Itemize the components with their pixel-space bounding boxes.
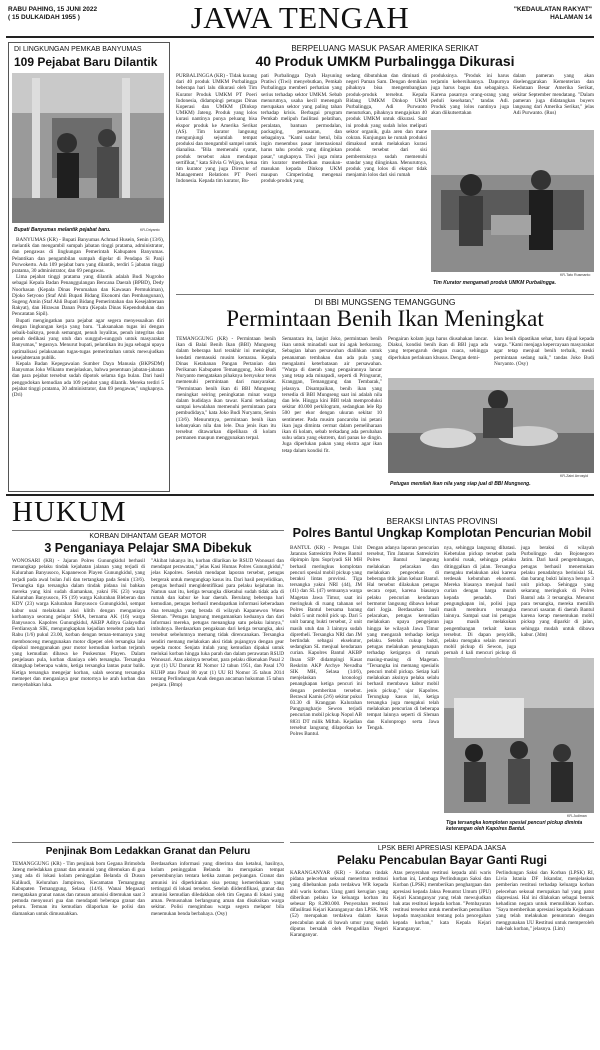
story-pencurian-col2: Dengan adanya laporan pencurian tersebut, Tim Jatanras Satreskrim Polres Bantul langsung melakukan pelacakan dan melakukan pengecekan di beberapa titik jalan keluar Bantul. Hal tersebut dilakukan petugas secara cepat, karena biasanya pelaku pencurian kendaraan bermotor langsung dibawa keluar dari Jogja. Berdasarkan hasil pelacakan, petugas kemudian melakukan upaya pengejaran hingga ke wilayah Jawa Timur yang mengarah terhadap ketiga pelaku. Setelah cukup bukti, petugas melakukan penangkapan terhadap ketiganya di rumah masing-masing di Magetan. "Tersangka ini memang spesialis pencuri mobil pickup. Setiap kali melakukan aksinya pelaku selalu berhasil membawa kabur mobil jenis pickup," ujar Kapolres. Terungkap kasus ini, ketiga tersangka juga mengakui telah melakukan pencurian di beberapa tempat lainnya seperti di Sleman dan Kulonprogo serta Jawa Tengah. xyxy=(367,545,439,731)
story-pencurian-photo xyxy=(444,658,594,813)
story-umkm-col5: dalam pameran yang akan diselenggarakan Kementerian dan Kedutaan Besar Amerika Serikat, sekitar September mendatang. "Dalam pameran juga didatangkan buyers langsung dari Amerika Serikat," jelas Adi Purwanto. (Rus) xyxy=(513,73,594,117)
story-pejabat-photo xyxy=(12,73,164,223)
story-umkm-kicker: BERPELUANG MASUK PASAR AMERIKA SERIKAT xyxy=(291,44,479,53)
story-restitusi-col1: KARANGANYAR (KR) - Korban tindak pidana pelecehan seksual menerima restitusi yang dibebankan pada terdakwa WR kepada ahli waris korban. Uang ganti kerugian yang diberikan pelaku ke keluarga korban itu sebesar Rp 8.280.000. Penyerahan restitusi difasilitasi Kejari Karanganyar dan LPSK. WR (52) merupakan terdakwa dalam kasus pencabulan anak di bawah umur yang sudah diputus bersalah oleh Pengadilan Negeri Karanganyar. xyxy=(290,870,388,939)
story-umkm-col1: PURBALINGGA (KR) - Tidak kurang dari 40 produk UMKM Purbalingga beberapa hari lalu dikurasi oleh Tim Kurator Produk UMKM PT Poeri Indonesia, didampingi petugas Dinas Koperasi dan UMKM (Dinkop UMKM) Jateng. Produk yang lolos kurasi nantinya punya peluang bisa ekspor produk ke Amerika Serikat (AS). Tim kurator langsung mengunjungi sejumlah tempat produksi dan mengambil sampel untuk dianalisa. "Bila memenuhi syarat, produk tersebut akan mendapat sertifikat," kata Silvia G Wijaya, ketua tim kurator yang juga Director of Management Relations PT Poeri Indonesia. Kepada tim kurator, Bu- xyxy=(176,73,257,185)
story-pencurian-headline: Polres Bantul Ungkap Komplotan Pencurian Mobil xyxy=(292,526,592,540)
story-pejabat-caption: Bupati Banyumas melantik pejabat baru. xyxy=(14,227,111,233)
story-pejabat-credit: KR-Driyanto xyxy=(140,228,160,232)
story-ikan-col3: Pengairan kolam juga harus diusahakan lancar. Diakui, kondisi benih ikan di BBI juga ada yang terpengaruh dengan cuaca, sehingga diperlukan perlakuan khusus. Dengan demi- xyxy=(388,336,488,361)
story-pencurian-col3: nya, sehingga langsung dibatasi. Kebetulan pickup tersebut pada kondisi rusak, sehingga pelaku ditinggalkan di jalan. Tersangka mengaku melakukan aksi karena terdesak kebutuhan ekonomi. Mereka biasanya menjual hasil curian dengan harga murah kepada penadah. Dari pengungkapan ini, polisi juga masih memburu tersangka lainnya. Sampai saat ini petugas juga masih melakukan pengembangan terkait kasus tersebut. Di dapan penyidik, pelaku mengaku selain mencuri mobil pickup di Sewon, juga pernah 4 kali mencuri pickup di xyxy=(444,545,516,657)
masthead-paper-name: "KEDAULATAN RAKYAT" xyxy=(513,6,592,13)
story-restitusi-top-rule xyxy=(290,842,594,843)
story-umkm-col2: pati Purbalingga Dyah Hayuning Pratiwi (Tiwi) menyebutkan, Pemkab Purbalingga memberi perhatian yang serius terhadap sektor UMKM. Sebab menurutnya, usaha kecil menengah merupakan sektor yang paling tahan terhadap krisis. Berbagai program Pemkab melipuh fasilitasi pelatihan, peralatan, bantuan permodalan, packaging, pemasaran, dan sebagainya. "Kami sadar betul, bila ingin menembus pasar internasional harus tahu produk yang diinginkan pasar," ungkapnya. Tiwi juga minta tim kurator memberikan masukan-masukan kepada Dinkop UKM maupun Cimperindag mengenai produk-produk yang xyxy=(261,73,342,185)
story-restitusi-col2: Atas penyerahan restitusi kepada ahli waris korban ini, Lembaga Perlindungan Saksi dan Korban (LPSK) memberikan penghargaan dan apresiasi kepada Jaksa Penuntut Umum (JPU) Kejari Karanganyar yang telah mewujudkan hak atas restitusi kepada korban. "Pembayaran restitusi tersebut untuk memberikan pemulihan kepada masyarakat tentang pola pencegahan kepada korban," kata Kepala Kejari Karanganyar. xyxy=(393,870,491,932)
story-bom-headline: Penjinak Bom Ledakkan Granat dan Peluru xyxy=(45,846,251,857)
story-pejabat-body xyxy=(12,237,164,487)
story-umkm-col4: produksinya. "Produk ini harus terjamin kebersihannya. Dapurnya juga harus bagus dan sebagainya. Karena pasarnya orang-orang yang peduli kesehatan," tandas Adi. Produk yang lolos nantinya juga akan diikutsertakan xyxy=(431,73,509,117)
masthead-date: RABU PAHING, 15 JUNI 2022 xyxy=(8,6,98,13)
story-pencurian-kicker: BERAKSI LINTAS PROVINSI xyxy=(386,516,498,526)
story-bom-top-rule xyxy=(12,842,284,843)
story-pejabat-paragraph: Bupati mengingatkan para pejabat agar segera menyesuaikan diri dengan lingkungan kerja yang baru. "Laksanakan tugas ini dengan sebaik-baiknya, penuh semangat, penuh loyalitas, penuh integritas dan penuh dedikasi yang utuh dan sungguh-sungguh untuk masyarakat Banyumas," tegasnya. Menurut bupati, pelantikan itu juga sebagai upaya optimalisasi pelaksanaan tugas-tugas pemerintahan untuk mewujudkan kesejahteraan publik. xyxy=(12,317,164,361)
story-umkm-credit: KR-Tato Rusmanto xyxy=(560,273,591,277)
story-penganiaya-headline: 3 Penganiaya Pelajar SMA Dibekuk xyxy=(44,541,252,555)
story-bom-col1: TEMANGGUNG (KR) - Tim penjinak bom Gegana Brimobda Jateng meledakkan granat dan amunisi yang ditemukan di gua yang ada di lokasi kolam peninggalan Belanda di Dusun Kalikudi, Kelurahan Jampiroso, Kecamatan Temanggung Kabupaten Temanggung, Selasa (14/6). Wanai Megasari mengatakan granat nanas dan ratusan amunisi ditemukan saat 3 pemuda menyusuri gua dan mendapati beberapa granat dan peluru. Temuan itu kemudian dilaporkan ke polisi dan diamankan untuk dimusnahkan. xyxy=(12,861,145,917)
story-pejabat-paragraph: BANYUMAS (KR) - Bupati Banyumas Achmad Husein, Senin (13/6), melantik dan mengambil sumpah jabatan tinggi pratama, administrator, dan pengawas di lingkungan Pemerintah Kabupaten Banyumas. Pelantikan dan pengambilan sumpah digelar di Pendapa Si Panji Purwokerto. Ada 109 pejabat baru yang dilantik, terdiri 5 jabatan tinggi pratama, 30 administrator, dan 69 pengawas. xyxy=(12,237,164,275)
story-pejabat-paragraph: Lima pejabat tinggi pratama yang dilantik adalah Budi Nugroho sebagai Kepala Badan Penanggulangan Bencana Daerah (BPBD), Dedy Noorhasan (Kepala Dinas Perumahan dan Kawasan Permukiman), Djoko Setyono (Staf Ahli Bupati Bidang Ekonomi dan Pembangunan), Sugeng Amin (Staf Ahli Bupati Bidang Pemerintahan dan Kesejahteraan Rakyat), dan Hirawan Danan Putra (Kepala Dinas Kependudukan dan Pencatatan Sipil). xyxy=(12,274,164,318)
masthead-title: JAWA TENGAH xyxy=(190,0,410,35)
story-umkm-caption: Tim Kurator mengamati produk UMKM Purbalingga. xyxy=(433,280,556,286)
masthead-rule xyxy=(6,36,594,38)
story-ikan-caption: Petugas memilah ikan nila yang siap jual di BBI Mungseng. xyxy=(390,481,531,487)
story-ikan-photo xyxy=(388,378,594,473)
story-restitusi-col3: Perlindungan Saksi dan Korban (LPSK) RI, Livia Istania DF Iskandar, menjelaskan pemberian restitusi terhadap keluarga korban pelecehan seksual merupakan hal yang patut diapresiasi. Hal ini dilakukan sebagai bentuk kehadiran negara untuk memulihkan korban. "Saya memberikan apresiasi kepada Kejaksaan yang telah melakukan penuntutan dengan menggunakan UU Restitusi untuk memperoleh hak-hak korban," jelasnya. (Lim) xyxy=(496,870,594,932)
story-umkm-photo xyxy=(431,130,594,272)
story-restitusi-headline: Pelaku Pencabulan Bayar Ganti Rugi xyxy=(336,853,548,867)
story-ikan-headline: Permintaan Benih Ikan Meningkat xyxy=(226,306,544,331)
story-restitusi-kicker: LPSK BERI APRESIASI KEPADA JAKSA xyxy=(377,845,507,852)
story-pejabat-paragraph: Kepala Badan Kepegawaian Sumber Daya Manusia (BKPSDM) Banyumas Joko Wikanto menjelaskan, bahwa penentuan jabatan-jabatan dan para pejabat tersebut sudah dipotok selama tiga bulan. Dari hasil penggodokan kemudian ada 109 pejabat yang dilantik. Mereka terdiri 5 pejabat tinggi pratama, 30 administrator, dan 69 pengawas," ungkapnya. (Dri) xyxy=(12,361,164,399)
story-bom-col2: Berdasarkan informasi yang diterima dan ketahui, hasilnya, kolam peninggalan Belanda itu merupakan tempat persembunyian tentara ketika zaman perjuangan. Granat dan amunisi ini diperkirakan sisa perang kemerdekaan yang tertinggal di lokasi tersebut. Setelah diidentifikasi, granat dan amunisi kemudian diledakkan oleh tim Gegana di lokasi yang aman. Pemusnahan berlangsung aman dan disaksikan warga sekitar. Polisi mengimbau warga segera melapor bila menemukan benda berbahaya. (Osy) xyxy=(151,861,284,917)
story-pencurian-credit: KR-Judiman xyxy=(567,814,587,818)
story-ikan-col1: TEMANGGUNG (KR) - Permintaan benih ikan di Balai Benih Ikan (BBI) Mungseng dalam beberapa hari terakhir ini meningkat, kendati memasuki musim kemarau. Kepala Dinas Ketahanan Pangan Pertanian dan Perikanan Kabupaten Temanggung, Joko Budi Nuryanto mengatakan pihaknya bersyukur terus memenuhi permintaan dari masyarakat. "Permintaan benih ikan di BBI Mungseng meningkat seiring peningkatan minat warga dalam budidaya ikan tawar. Kami terkadang sampai kewalahan memenuhi permintaan para pembudidaya," kata Joko Budi Nuryanto, Senin (13/6). Menurutnya, permintaan benih ikan kebanyakan nila dan lele. Dua jenis ikan itu tersebut ditawarkan dipelihara di kolam permanen maupun menggunakan terpal. xyxy=(176,336,276,442)
masthead-page-number: HALAMAN 14 xyxy=(550,14,592,21)
story-ikan-col4: kian benih dipastikan sehat, baru dijual kepada warga. "Kami menjaga kepercayaan masyarakat agar tetap menjual benih terbaik, meski permintaan sedang naik," tandas Joko Budi Nuryanto. (Osy) xyxy=(494,336,594,367)
story-pencurian-col1: BANTUL (KR) - Petugas Unit Jatanras Satreskrim Polres Bantul dipimpin Iptu Supriyadi SH MH berhasil meringkus komplotan pencuri spesial mobil pickup yang beraksi lintas provinsi. Tiga tersangka yakni NRI (44), JM (41) dan SL (47) semuanya warga Magetan Jawa Timur, saat ini meringkuk di ruang tahanan sel Polres Bantul bersama barang bukti 5 unit mobil pick up. Dari 5 unit barang bukti tersebut, 2 unit masih utuh dan 3 lainnya sudah dipretheli. Tersangka NRI dan JM bertindak sebagai eksekutor, sedangkan SL menjual kendaraan curian. Kapolres Bantul AKBP Ihsan SIP didampingi Kasat Reskrim AKP Archye Nevadha SIK MH, Selasa (14/6), menjelaskan kronologi penangkapan ketiga pencuri ini dengan pemberitan tersebut. Berawal Kamis (2/6) sekitar pukul 03.30 di Kranggan Kalurahan Panggungharjo Sewon terjadi pencurian mobil pickup Nopol AB 8831 DT milik Miftah. Kejadian tersebut langsung dilaporkan ke Polres Bantul. xyxy=(290,545,362,738)
hukum-title-rule xyxy=(12,530,284,531)
story-ikan-credit: KR-Zaini Arrosyid xyxy=(560,474,588,478)
story-penganiaya-col2: "Akibat lukanya itu, korban dilarikan ke RSUD Wonosari dan mendapat perawatan," jelas Kasi Humas Polres Gunungkidul," jelas Kapolres. Setelah mendapat laporan tersebut, petugas bergerak untuk mengungkap kasus itu. Dari hasil penyelidikan, petugas berhasil mengidentifikasi para pelaku kejahatan itu. Namun saat itu, ketiga tersangka diketahui sudah tidak ada di rumah dan kabur ke luar daerah. Berulang beberapa hari kemudian, petugas berhasil mendapatkan informasi keberadaan dua tersangka yang berada di wilayah Kapanewon Wates Sleman. "Petugas langsung mengamankan keduanya dan dari informasi mereka, petugas menangkap satu pelaku lainnya," imbuhnya. Berdasarkan pengakuan dari ketiga tersangka, aksi tersebut sebelumnya memang tidak direncanakan. Tersangka sendiri memang melakukan aksi tidak pujangnya dengan gear sepeda motor. Senjata itulah yang kemudian dipakai untuk melukai korban hingga luka parah dan dalam perawatan RSUD Wonosari. Atas aksinya tersebut, para pelaku dikenakan Pasal 2 ayat (1) UU Darurat RI Nomor 12 tahun 1951, dan Pasal 170 KUHP atau Pasal 80 ayat (1) UU RI Nomor 35 tahun 2014 tentang Perlindungan Anak dengan ancaman hukuman 15 tahun penjara. (Bmp) xyxy=(151,558,284,689)
story-umkm-headline: 40 Produk UMKM Purbalingga Dikurasi xyxy=(255,53,515,69)
story-ikan-col2: Semantara itu, lanjut Joko, permintaan benih ikan untuk minadadi saat ini agak berkurang. Sebagian lahan persawahan dialihkan untuk penanaman tembakau dan ada pula yang mengalami keterbatasan air persawahan. "Warga di daerah yang pengairannya lancar yang tetap ada minapadi, seperti di Pringsurat, Kranggan, Temanggung dan Tembarak," jelasnya. Disampaikan, benih ikan yang tersedia di BBI Mungseng saat ini adalah nila dan lele. Hingga kini BBI telah memproduksi sekitar 40.000 perkilogram, sedangkan lele Rp 500 per ekor dengan ukuran sekitar 10 sentimeter. Pada musim pancaroba ini petani ikan juga diminta cermat dalam pemeliharaan ikan di kolam, sebab terkadang ada perubahan suhu udara yang ekstrem, dari panas ke dingin. Juga diperlukan pakan yang ekstra agar ikan tetap dalam kondisi fit. xyxy=(282,336,382,454)
story-penganiaya-kicker: KORBAN DIHANTAM GEAR MOTOR xyxy=(89,533,207,540)
masthead-hijri-date: ( 15 DULKAIDAH 1955 ) xyxy=(8,14,80,21)
story-pejabat-kicker: DI LINGKUNGAN PEMKAB BANYUMAS xyxy=(14,46,142,53)
story-ikan-top-rule xyxy=(176,294,594,295)
story-umkm-col3: sedang dibutuhkan dan diminati di negeri Paman Sam. Dengan demikian pihaknya bisa mengembangkan produk-produk tersebut. Kepala Bidang UMKM Dinkop UKM Purbalingga, Adi Purwanto menuturkan, pihaknya mengajukan 40 produk UMKM untuk dikurasi. Saat ini produk yang sudah lolos meliputi sektor organik, gula aren dan mane cokran. Kunjungan ke rumah produksi dimaksud untuk melakukan kurasi produk tersebut dari sisi pembentuknya sudah memenuhi standar yang diinginkan. Menurutnya, produk yang lolos di ekspor tidak menjamin lolos dari sisi rumah xyxy=(346,73,427,179)
section-title-hukum: HUKUM xyxy=(12,496,127,528)
story-pejabat-headline: 109 Pejabat Baru Dilantik xyxy=(14,55,158,69)
story-ikan-kicker: DI BBI MUNGSENG TEMANGGUNG xyxy=(314,297,456,307)
story-pencurian-col4: juga beraksi di wilayah Purbolinggo dan Bojonegoro Jatim. Dari hasil pengembangan, petugas berhasil menemukan pelaku penadahnya berinisial SL dan barang bukti lainnya berupa 3 unit pickup. Sehingga yang sekarang meringkuk di Polres Bantul ada 3 tersangka. Menurut para tersangka, mereka memilih mencuri sasaran di daerah Bantul karena kerap menemukan mobil pickup yang diparkir di jalan, sehingga mudah untuk dibawa kabur. (Jdm) xyxy=(521,545,594,638)
story-penganiaya-col1: WONOSARI (KR) - Jajaran Polres Gunungkidul berhasil menangkap pelaku tindak kejahatan jalanan yang terjadi di Kalurahan Banyusoco, Kapanewon Playen Gunungkidul, yang terjadi pada awal bulan Juli dan tertangkap pada Senin (13/6). Tersangka tiga tersangka dalam tindak pidana ini bahkan mereka yang kini sudah diamankan, yakni FK (23) warga Kalurahan Banyusoco, FS (19) warga Kalurahan Bleberan dan KDY (23) warga Kalurahan Banyusoco Gunungkidul, sempat kabur usai melakukan aksi klitih dengan menganiaya korbannya seorang pelajar SMA, bernama AK (16) warga Banyusoco. Kapolres Gunungkidul, AKBP Aditya Galayudha Ferdiansyah SIK, mengungkapkan kejadian tersebut pada hari Rabu (1/6) pukul 23.00, korban dengan teman-temannya yang membonceng menggunakan motor dipepet oleh tersangka lalu dipukul menggunakan gear motor kemudian korban terjatuh yang kemudian dibawa ke Puskesmas Playen. Dalam penjelasan pula, korban dianiaya oleh tersangka. Tersangka ditangkap beberapa waktu, ketiga tersangka lantas putar balik. Ketiga tersangka mengejar korban, salah seorang tersangka memepet dan menganiaya gear motornya ke arah korban dan menyebabkan luka. xyxy=(12,558,145,689)
story-pencurian-caption: Tiga tersangka komplotan spesial pencuri pickup diminta keterangan oleh Kapolres Bantul. xyxy=(446,820,583,832)
